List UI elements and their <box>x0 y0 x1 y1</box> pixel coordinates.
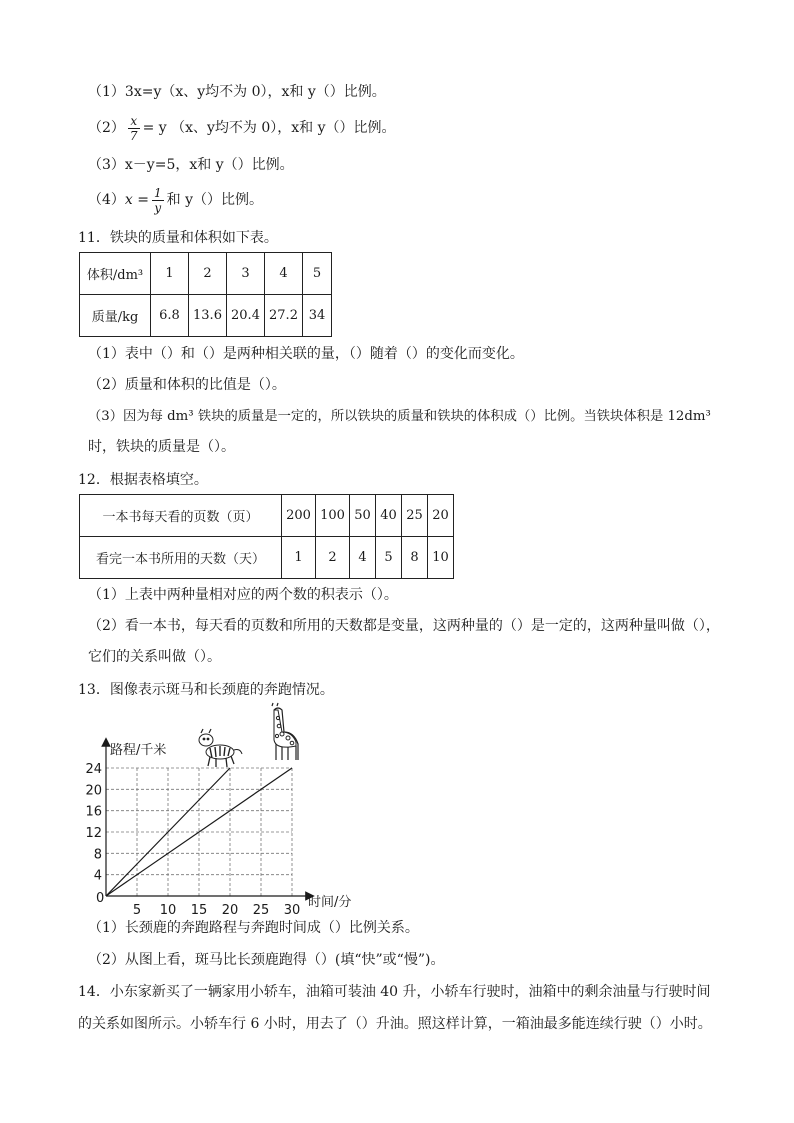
table-cell: 25 <box>402 495 428 537</box>
q12-title: 12．根据表格填空。 <box>78 472 208 488</box>
y-tick-label: 20 <box>85 783 102 799</box>
y-axis-label: 路程/千米 <box>110 743 167 758</box>
table-cell: 4 <box>265 253 303 295</box>
fraction-denominator: 7 <box>129 128 138 143</box>
zebra-icon <box>199 729 242 767</box>
y-tick-label: 4 <box>93 868 102 884</box>
x-tick-label: 0 <box>96 891 105 906</box>
q14-line-2: 的关系如图所示。小轿车行 6 小时，用去了（）升油。照这样计算，一箱油最多能连续行驶（）小时。 <box>78 1016 712 1032</box>
x-tick-label: 20 <box>221 903 239 915</box>
fraction-numerator: x <box>128 114 140 129</box>
q11-sub-1: （1）表中（）和（）是两种相关联的量，（）随着（）的变化而变化。 <box>88 346 524 362</box>
q11-sub-2: （2）质量和体积的比值是（）。 <box>88 377 286 393</box>
q12-sub-2b: 它们的关系叫做（）。 <box>88 649 221 665</box>
y-tick-label: 8 <box>93 847 102 863</box>
table-cell: 看完一本书所用的天数（天） <box>80 537 282 579</box>
fraction-numerator: 1 <box>154 185 162 200</box>
table-cell: 100 <box>316 495 350 537</box>
x-tick-label: 30 <box>283 903 301 915</box>
table-cell: 20 <box>428 495 454 537</box>
y-tick-label: 12 <box>85 826 102 841</box>
q12-sub-2a: （2）看一本书，每天看的页数和所用的天数都是变量，这两种量的（）是一定的，这两种量叫做（）， <box>88 618 720 634</box>
distance-time-chart <box>80 700 380 915</box>
q11-sub-3a: （3）因为每 dm³ 铁块的质量是一定的，所以铁块的质量和铁块的体积成（）比例。当铁块体积是 12dm³ <box>88 409 711 424</box>
q10-item-2 <box>88 112 396 144</box>
q13-sub-2: （2）从图上看，斑马比长颈鹿跑得（）(填“快”或“慢”)。 <box>88 952 445 968</box>
table-cell: 13.6 <box>189 295 227 337</box>
x-axis-label: 时间/分 <box>308 895 352 910</box>
table-cell: 10 <box>428 537 454 579</box>
table-cell: 20.4 <box>227 295 265 337</box>
table-cell: 8 <box>402 537 428 579</box>
table-cell: 6.8 <box>151 295 189 337</box>
q14-line-1: 14．小东家新买了一辆家用小轿车，油箱可装油 40 升，小轿车行驶时，油箱中的剩余油量与行驶时间 <box>78 984 711 1000</box>
q13-title: 13．图像表示斑马和长颈鹿的奔跑情况。 <box>78 682 334 698</box>
table-cell: 50 <box>350 495 376 537</box>
y-tick-label: 16 <box>85 804 102 820</box>
q12-sub-1: （1）上表中两种量相对应的两个数的积表示（）。 <box>88 587 398 603</box>
giraffe-icon <box>272 703 298 760</box>
table-row <box>80 253 332 295</box>
table-cell: 40 <box>376 495 402 537</box>
table-cell: 3 <box>227 253 265 295</box>
table-cell: 1 <box>151 253 189 295</box>
table-cell: 5 <box>376 537 402 579</box>
q10-item-4 <box>88 184 263 216</box>
table-cell: 2 <box>189 253 227 295</box>
q10-item-4-text: 和 y（）比例。 <box>166 192 263 208</box>
q10-item-3: （3）x－y=5，x和 y（）比例。 <box>88 157 294 173</box>
fraction-1-over-y <box>152 186 164 215</box>
x-tick-label: 15 <box>190 903 208 915</box>
table-cell: 200 <box>282 495 316 537</box>
q11-title: 11．铁块的质量和体积如下表。 <box>78 230 278 246</box>
reading-table <box>79 494 454 579</box>
table-cell: 4 <box>350 537 376 579</box>
table-cell: 一本书每天看的页数（页） <box>80 495 282 537</box>
table-cell: 5 <box>303 253 332 295</box>
table-row <box>80 295 332 337</box>
table-cell: 27.2 <box>265 295 303 337</box>
q10-item-1: （1）3x=y（x、y均不为 0），x和 y（）比例。 <box>88 84 386 100</box>
q13-sub-1: （1）长颈鹿的奔跑路程与奔跑时间成（）比例关系。 <box>88 920 419 936</box>
table-cell: 体积/dm³ <box>80 253 151 295</box>
q11-sub-3b: 时，铁块的质量是（）。 <box>88 439 235 455</box>
q10-item-4-x: x = <box>124 192 149 208</box>
x-tick-label: 10 <box>159 903 177 915</box>
table-cell: 2 <box>316 537 350 579</box>
table-cell: 质量/kg <box>80 295 151 337</box>
y-tick-label: 24 <box>85 762 102 777</box>
table-row <box>80 537 454 579</box>
x-tick-label: 25 <box>252 903 270 915</box>
iron-table <box>79 252 332 337</box>
q10-item-2-prefix: （2） <box>88 120 125 136</box>
fraction-denominator: y <box>154 200 162 215</box>
fraction-x-over-7 <box>128 114 140 143</box>
q10-item-2-text: = y （x、y均不为 0），x和 y（）比例。 <box>142 120 396 136</box>
table-cell: 1 <box>282 537 316 579</box>
table-cell: 34 <box>303 295 332 337</box>
q10-item-4-prefix: （4） <box>88 192 125 208</box>
table-row <box>80 495 454 537</box>
x-tick-label: 5 <box>132 903 142 915</box>
